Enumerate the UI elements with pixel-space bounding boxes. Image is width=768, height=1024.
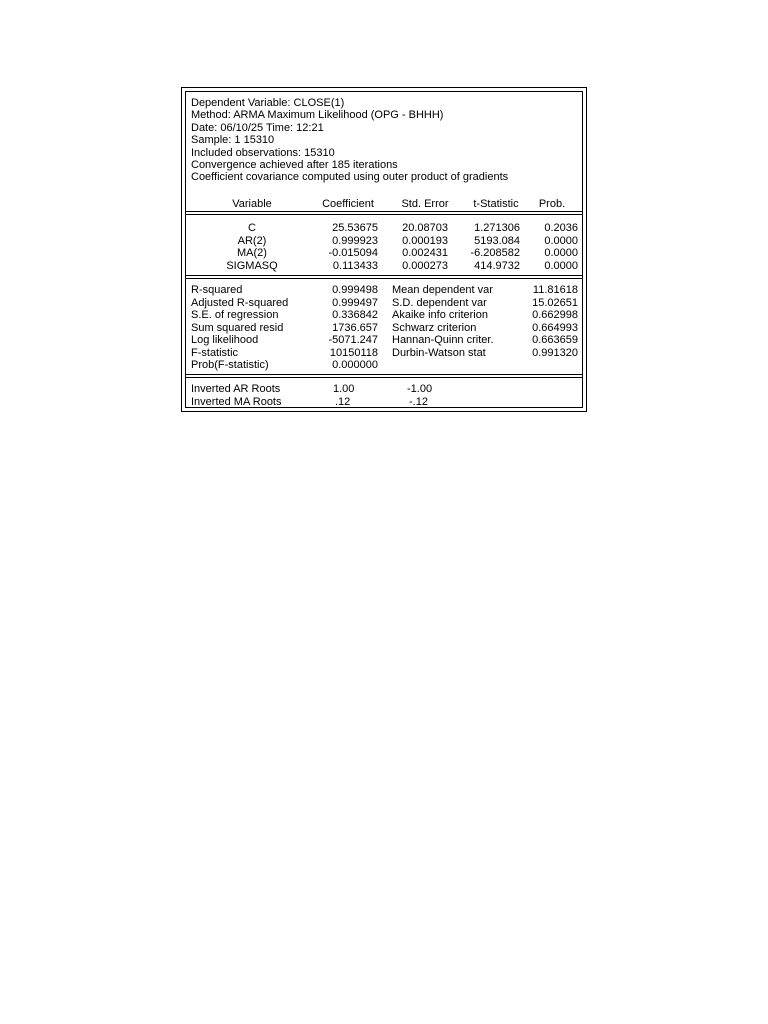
cell-variable: SIGMASQ — [226, 259, 278, 272]
stat-value: 11.81618 — [532, 284, 578, 296]
divider-line — [186, 377, 582, 378]
header-dependent-variable: Dependent Variable: CLOSE(1) — [191, 97, 345, 109]
cell-coefficient: 0.113433 — [332, 259, 378, 272]
cell-std-error: 20.08703 — [402, 222, 448, 234]
stat-label: R-squared — [191, 284, 243, 296]
stat-value: 0.999497 — [332, 296, 378, 309]
cell-t-statistic: 414.9732 — [474, 259, 520, 272]
cell-coefficient: 0.999923 — [332, 234, 378, 247]
stat-label: Akaike info criterion — [392, 309, 488, 321]
header-observations: Included observations: 15310 — [191, 146, 335, 159]
stat-value: 0.662998 — [532, 309, 578, 321]
stat-value: 0.991320 — [532, 346, 578, 359]
cell-variable: C — [248, 222, 256, 234]
stat-label: Log likelihood — [191, 334, 259, 346]
cell-prob: 0.0000 — [544, 247, 578, 259]
stat-label: F-statistic — [191, 346, 239, 359]
stat-label: Mean dependent var — [392, 284, 493, 296]
col-header-std-error: Std. Error — [401, 198, 449, 210]
divider-line — [186, 275, 582, 276]
roots-value: -1.00 — [407, 383, 433, 395]
cell-coefficient: -0.015094 — [328, 247, 378, 259]
col-header-prob: Prob. — [538, 198, 566, 210]
cell-t-statistic: -6.208582 — [470, 247, 520, 259]
cell-std-error: 0.000273 — [402, 259, 448, 272]
header-date-time: Date: 06/10/25 Time: 12:21 — [191, 121, 324, 134]
stat-label: Prob(F-statistic) — [191, 359, 269, 371]
cell-t-statistic: 1.271306 — [474, 222, 520, 234]
roots-label: Inverted AR Roots — [191, 383, 281, 395]
divider-line — [186, 278, 582, 279]
stat-value: 1736.657 — [332, 321, 378, 334]
header-sample: Sample: 1 15310 — [191, 134, 275, 147]
stat-label: Sum squared resid — [191, 321, 284, 334]
stat-value: 0.999498 — [332, 284, 378, 296]
divider-line — [186, 374, 582, 375]
stat-value: 0.664993 — [532, 321, 578, 334]
header-convergence: Convergence achieved after 185 iterations — [191, 158, 398, 171]
stat-value: 0.000000 — [332, 359, 378, 371]
stat-label: Schwarz criterion — [392, 321, 477, 334]
cell-variable: MA(2) — [237, 247, 267, 259]
stat-value: -5071.247 — [328, 334, 378, 346]
col-header-variable: Variable — [232, 198, 272, 210]
stat-value: 10150118 — [329, 346, 378, 359]
cell-prob: 0.0000 — [544, 234, 578, 247]
header-method: Method: ARMA Maximum Likelihood (OPG - BHHH) — [191, 109, 444, 122]
stat-value: 0.336842 — [332, 309, 378, 321]
header-covariance: Coefficient covariance computed using outer product of gradients — [191, 171, 509, 184]
stat-value: 15.02651 — [532, 296, 578, 309]
cell-std-error: 0.000193 — [402, 234, 448, 247]
stat-label: Adjusted R-squared — [191, 296, 289, 309]
cell-prob: 0.0000 — [544, 259, 578, 272]
regression-output-box — [181, 87, 587, 412]
cell-coefficient: 25.53675 — [332, 222, 378, 234]
divider-line — [186, 214, 582, 215]
stat-label: S.E. of regression — [191, 309, 279, 321]
roots-value: .12 — [335, 395, 351, 408]
header-block — [191, 97, 508, 184]
cell-variable: AR(2) — [237, 234, 267, 247]
cell-std-error: 0.002431 — [402, 247, 448, 259]
stat-label: S.D. dependent var — [392, 296, 487, 309]
col-header-t-statistic: t-Statistic — [473, 198, 519, 210]
cell-t-statistic: 5193.084 — [474, 234, 520, 247]
stat-label: Durbin-Watson stat — [392, 346, 486, 359]
divider-line — [186, 211, 582, 212]
roots-value: 1.00 — [333, 383, 355, 395]
col-header-coefficient: Coefficient — [322, 198, 374, 210]
roots-label: Inverted MA Roots — [191, 395, 282, 408]
regression-output-inner — [185, 91, 583, 408]
stat-value: 0.663659 — [532, 334, 578, 346]
cell-prob: 0.2036 — [544, 222, 578, 234]
stat-label: Hannan-Quinn criter. — [392, 334, 494, 346]
roots-value: -.12 — [409, 395, 428, 408]
